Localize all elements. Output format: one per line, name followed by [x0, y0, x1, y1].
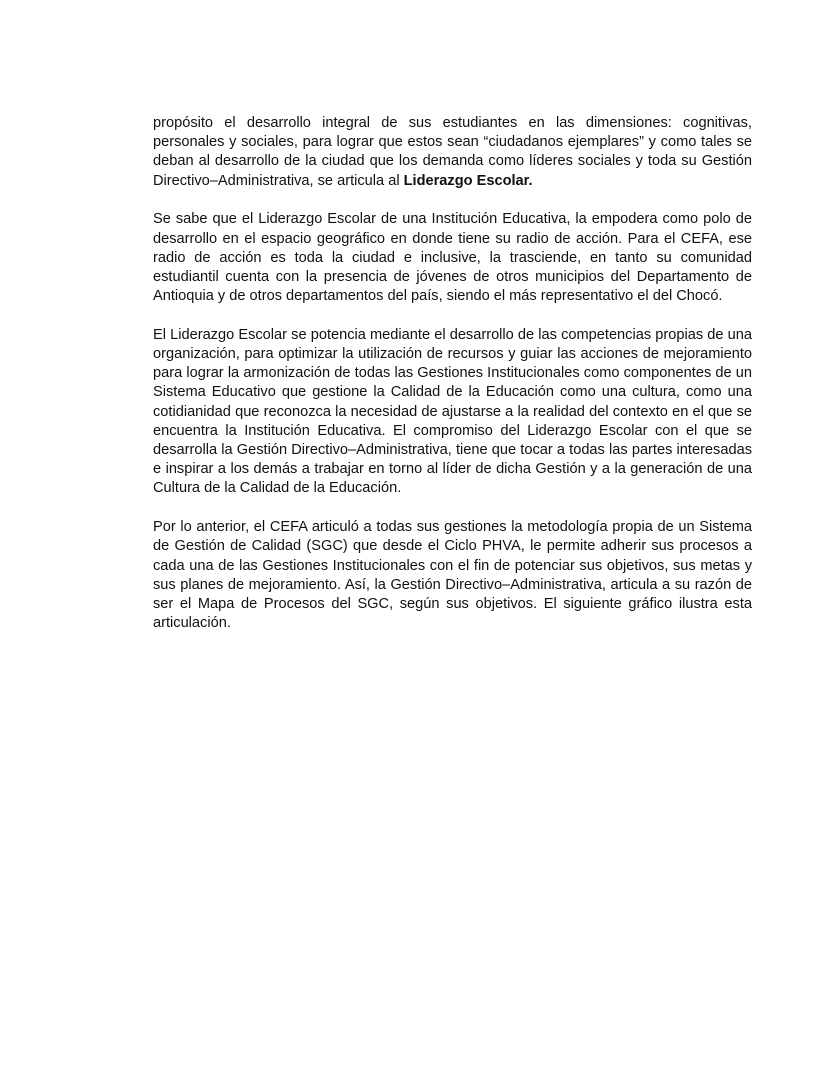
paragraph-1-text: propósito el desarrollo integral de sus estudiantes en las dimensiones: cognitivas, personales y sociales, para lograr que estos sean “ciudadanos ejemplares” y como tales se deban al desarrollo de la ciudad que los demanda como líderes sociales y toda su Gestión Directivo–Administrativa, se articula al: [153, 115, 752, 189]
paragraph-1: [153, 114, 752, 191]
paragraph-4: Por lo anterior, el CEFA articuló a todas sus gestiones la metodología propia de un Sistema de Gestión de Calidad (SGC) que desde el Ciclo PHVA, le permite adherir sus procesos a cada una de las Gestiones Institucionales con el fin de potenciar sus objetivos, sus metas y sus planes de mejoramiento. Así, la Gestión Directivo–Administrativa, articula a su razón de ser el Mapa de Procesos del SGC, según sus objetivos. El siguiente gráfico ilustra esta articulación.: [153, 519, 752, 632]
paragraph-3: El Liderazgo Escolar se potencia mediante el desarrollo de las competencias propias de una organización, para optimizar la utilización de recursos y guiar las acciones de mejoramiento para lograr la armonización de todas las Gestiones Institucionales como componentes de un Sistema Educativo que gestione la Calidad de la Educación como una cultura, como una cotidianidad que reconozca la necesidad de ajustarse a la realidad del contexto en el que se encuentra la Institución Educativa. El compromiso del Liderazgo Escolar con el que se desarrolla la Gestión Directivo–Administrativa, tiene que tocar a todas las partes interesadas e inspirar a los demás a trabajar en torno al líder de dicha Gestión y a la generación de una Cultura de la Calidad de la Educación.: [153, 326, 752, 497]
paragraph-1-bold-term: Liderazgo Escolar.: [403, 172, 533, 189]
document-body: [153, 114, 752, 653]
paragraph-2: Se sabe que el Liderazgo Escolar de una Institución Educativa, la empodera como polo de desarrollo en el espacio geográfico en donde tiene su radio de acción. Para el CEFA, ese radio de acción es toda la ciudad e inclusive, la trasciende, en tanto su comunidad estudiantil cuenta con la presencia de jóvenes de otros municipios del Departamento de Antioquia y de otros departamentos del país, siendo el más representativo el del Chocó.: [153, 211, 752, 305]
